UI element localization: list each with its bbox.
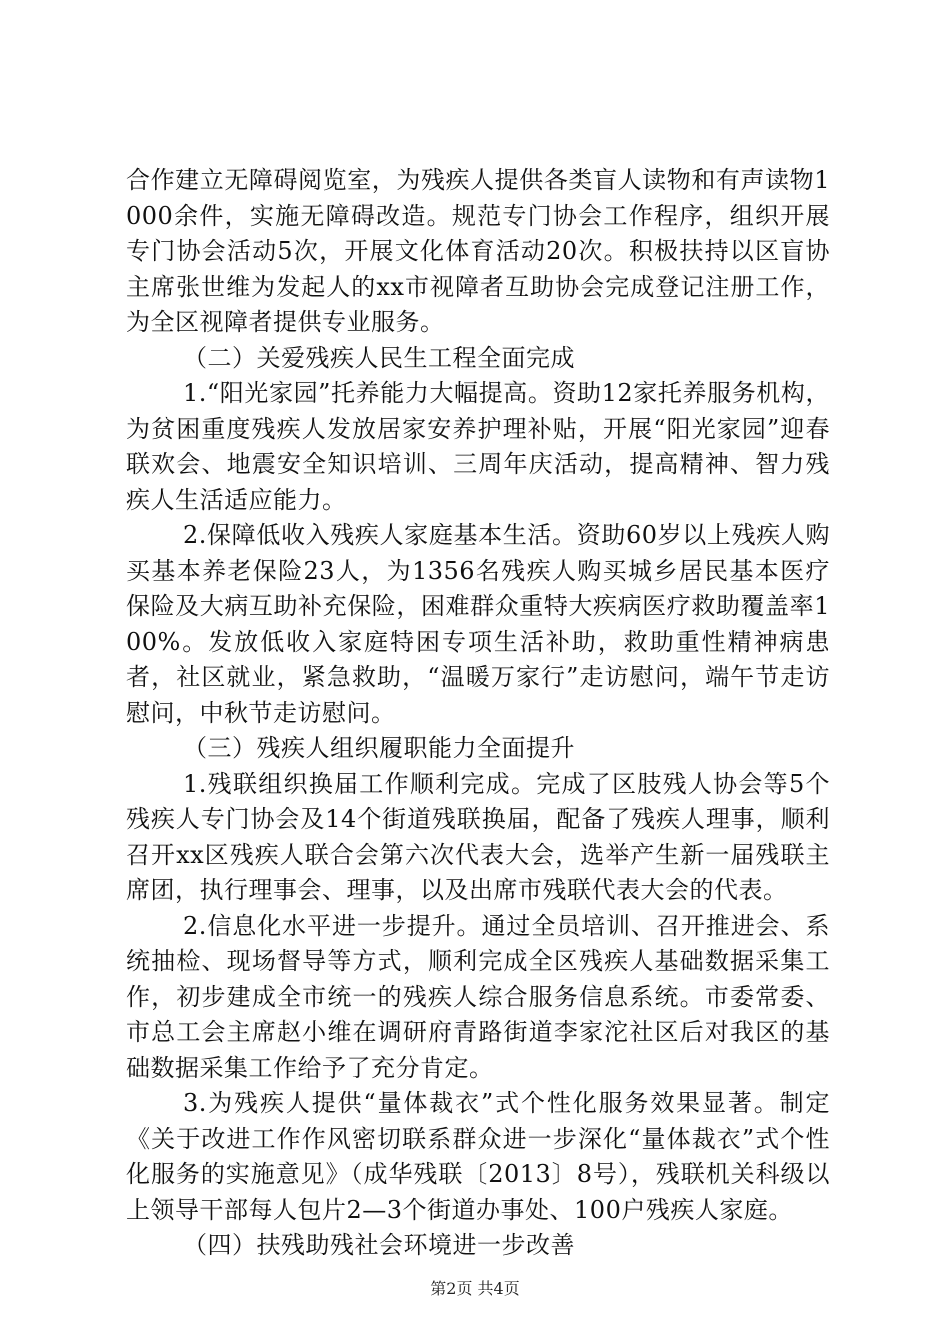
paragraph-continuation: 合作建立无障碍阅览室，为残疾人提供各类盲人读物和有声读物1000余件，实施无障碍改造。规范专门协会工作程序，组织开展专门协会活动5次，开展文化体育活动20次。积极扶持以区盲协主席张世维为发起人的xx市视障者互助协会完成登记注册工作，为全区视障者提供专业服务。 [126,166,830,336]
paragraph-low-income-support: 2.保障低收入残疾人家庭基本生活。资助60岁以上残疾人购买基本养老保险23人，为1356名残疾人购买城乡居民基本医疗保险及大病互助补充保险，困难群众重特大疾病医疗救助覆盖率100%。发放低收入家庭特困专项生活补助，救助重性精神病患者，社区就业，紧急救助，“温暖万家行”走访慰问，端午节走访慰问，中秋节走访慰问。 [126,521,830,727]
page-footer [0,1279,950,1299]
section-heading-3: （三）残疾人组织履职能力全面提升 [183,734,575,762]
paragraph-organization-election: 1.残联组织换届工作顺利完成。完成了区肢残人协会等5个残疾人专门协会及14个街道残联换届，配备了残疾人理事，顺利召开xx区残疾人联合会第六次代表大会，选举产生新一届残联主席团，执行理事会、理事，以及出席市残联代表大会的代表。 [126,769,830,904]
paragraph-personalized-service: 3.为残疾人提供“量体裁衣”式个性化服务效果显著。制定《关于改进工作作风密切联系群众进一步深化“量体裁衣”式个性化服务的实施意见》（成华残联〔2013〕8号），残联机关科级以上领导干部每人包片2—3个街道办事处、100户残疾人家庭。 [126,1089,830,1224]
page-number-label: 第2页 共4页 [430,1279,520,1298]
section-heading-2: （二）关爱残疾人民生工程全面完成 [183,343,575,372]
paragraph-informatization: 2.信息化水平进一步提升。通过全员培训、召开推进会、系统抽检、现场督导等方式，顺利完成全区残疾人基础数据采集工作，初步建成全市统一的残疾人综合服务信息系统。市委常委、市总工会主席赵小维在调研府青路街道李家沱社区后对我区的基础数据采集工作给予了充分肯定。 [126,911,830,1082]
document-body [126,163,830,1264]
paragraph-sunshine-home: 1.“阳光家园”托养能力大幅提高。资助12家托养服务机构，为贫困重度残疾人发放居家安养护理补贴，开展“阳光家园”迎春联欢会、地震安全知识培训、三周年庆活动，提高精神、智力残疾人生活适应能力。 [126,379,830,514]
section-heading-4: （四）扶残助残社会环境进一步改善 [183,1231,575,1259]
